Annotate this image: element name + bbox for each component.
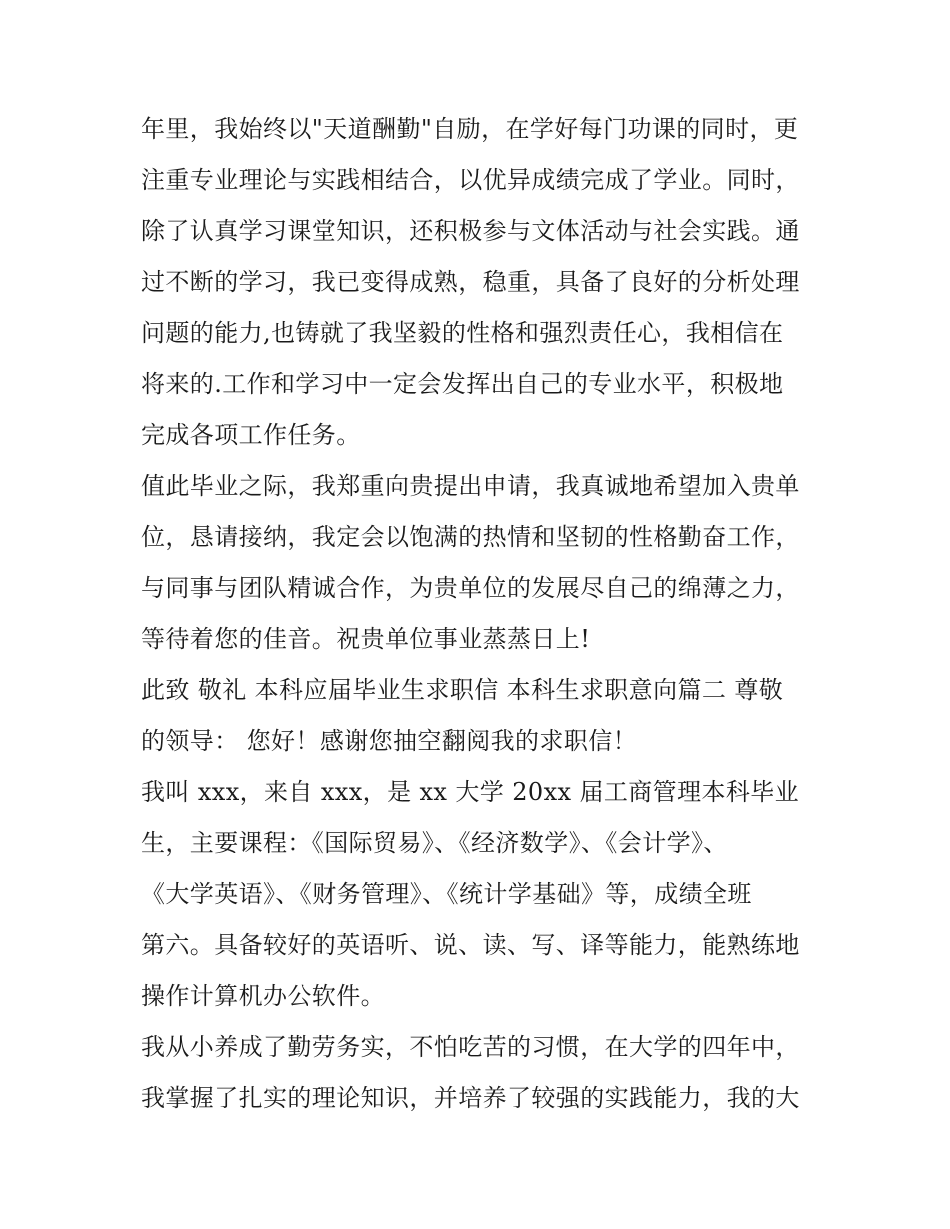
text-line: 与同事与团队精诚合作，为贵单位的发展尽自己的绵薄之力， (141, 574, 800, 602)
text-line: 值此毕业之际，我郑重向贵提出申请，我真诚地希望加入贵单 (141, 472, 800, 500)
text-line: 生，主要课程：《国际贸易》、《经济数学》、《会计学》、 (141, 829, 728, 857)
text-line: 将来的.工作和学习中一定会发挥出自己的专业水平，积极地 (141, 370, 784, 398)
text-line: 的领导： 您好！感谢您抽空翻阅我的求职信！ (141, 727, 638, 755)
text-line: 第六。具备较好的英语听、说、读、写、译等能力，能熟练地 (141, 931, 800, 959)
text-line: 我掌握了扎实的理论知识，并培养了较强的实践能力，我的大 (141, 1084, 800, 1112)
text-line: 位，恳请接纳，我定会以饱满的热情和坚韧的性格勤奋工作， (141, 523, 800, 551)
text-line: 问题的能力,也铸就了我坚毅的性格和强烈责任心，我相信在 (141, 319, 784, 347)
text-line: 《大学英语》、《财务管理》、《统计学基础》等，成绩全班 (141, 880, 752, 908)
text-line: 过不断的学习，我已变得成熟，稳重，具备了良好的分析处理 (141, 268, 800, 296)
text-line: 此致 敬礼 本科应届毕业生求职信 本科生求职意向篇二 尊敬 (141, 676, 784, 704)
text-line: 年里，我始终以"天道酬勤"自励，在学好每门功课的同时，更 (141, 115, 799, 143)
text-line: 注重专业理论与实践相结合，以优异成绩完成了学业。同时， (141, 166, 800, 194)
text-line: 完成各项工作任务。 (141, 421, 361, 449)
text-line: 我从小养成了勤劳务实，不怕吃苦的习惯，在大学的四年中， (141, 1033, 800, 1061)
text-line: 操作计算机办公软件。 (141, 982, 385, 1010)
text-line: 除了认真学习课堂知识，还积极参与文体活动与社会实践。通 (141, 217, 800, 245)
text-line: 我叫 xxx，来自 xxx，是 xx 大学 20xx 届工商管理本科毕业 (141, 778, 800, 806)
text-line: 等待着您的佳音。祝贵单位事业蒸蒸日上! (141, 625, 591, 653)
